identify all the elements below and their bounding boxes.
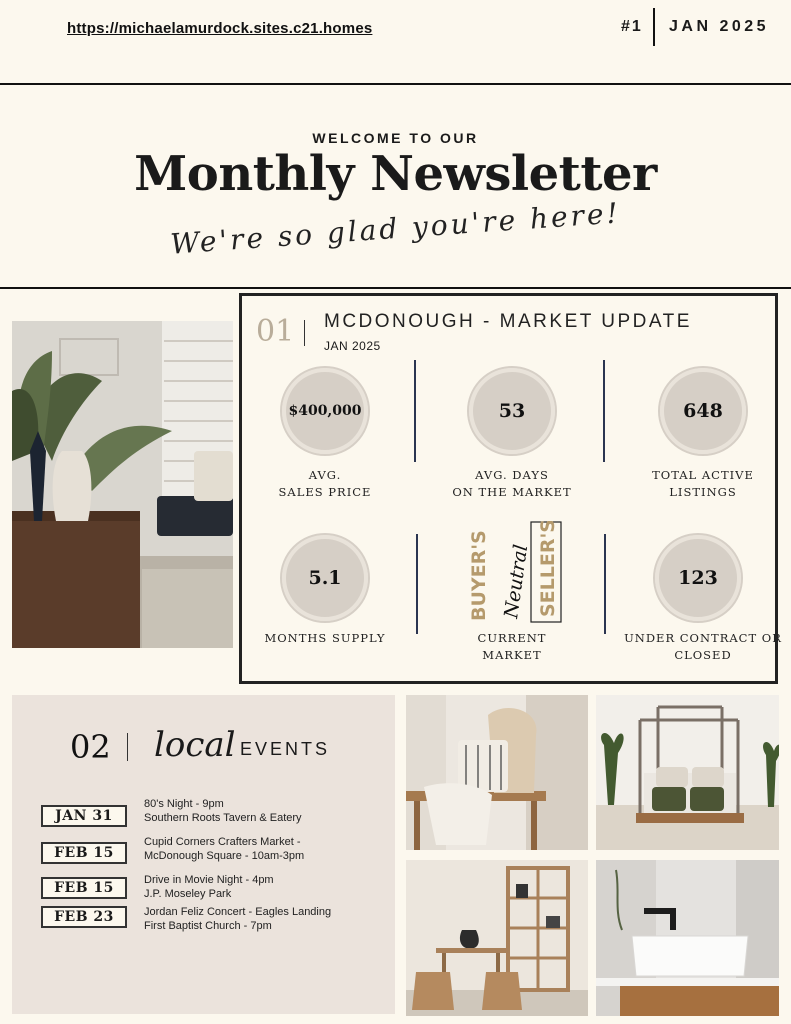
stat-divider <box>604 534 606 634</box>
events-section-number: 02 <box>70 728 111 766</box>
event-date-badge: JAN 31 <box>41 805 127 827</box>
event-date-badge: FEB 23 <box>41 906 127 928</box>
section-number: 01 <box>256 314 295 349</box>
buyers-market-text: BUYER'S <box>468 530 490 621</box>
stat-label-line: CURRENT <box>477 631 547 645</box>
stat-label-line: AVG. DAYS <box>475 468 549 482</box>
market-date: JAN 2025 <box>324 339 381 353</box>
months-supply-label <box>245 630 405 647</box>
stat-divider <box>603 360 605 462</box>
event-line: First Baptist Church - 7pm <box>144 920 272 932</box>
neutral-market-text: Neutral <box>500 543 533 620</box>
header-divider <box>653 8 655 46</box>
current-market-graphic <box>467 521 563 623</box>
stat-label-line: MONTHS SUPPLY <box>264 631 386 645</box>
market-section-title <box>324 311 692 333</box>
event-description <box>144 905 331 933</box>
dining-shelf-photo <box>406 860 588 1016</box>
hero-bottom-rule <box>0 287 791 289</box>
market-update-label: MARKET UPDATE <box>499 311 692 332</box>
avg-days-on-market-label <box>432 467 592 501</box>
event-line: Jordan Feliz Concert - Eagles Landing <box>144 906 332 918</box>
under-contract-value: 123 <box>655 535 741 621</box>
events-heading: EVENTS <box>240 739 331 759</box>
tagline-script: We're so glad you're here! <box>169 196 622 261</box>
stat-divider <box>416 534 418 634</box>
top-rule <box>0 83 791 85</box>
event-line: J.P. Moseley Park <box>144 888 232 900</box>
issue-number: #1 <box>621 18 643 35</box>
event-description <box>144 873 274 901</box>
stat-label-line: TOTAL ACTIVE <box>652 468 754 482</box>
avg-sales-price-value: $400,000 <box>282 368 368 454</box>
events-local-script: local <box>154 725 236 765</box>
avg-sales-price-label <box>245 467 405 501</box>
stat-label-line: SALES PRICE <box>278 485 372 499</box>
event-line: Cupid Corners Crafters Market - <box>144 836 301 848</box>
living-room-photo <box>12 321 233 648</box>
stat-divider <box>414 360 416 462</box>
months-supply-value: 5.1 <box>282 535 368 621</box>
issue-date: JAN 2025 <box>669 18 770 35</box>
event-date-badge: FEB 15 <box>41 877 127 899</box>
website-link[interactable]: https://michaelamurdock.sites.c21.homes <box>67 20 373 37</box>
event-date-badge: FEB 15 <box>41 842 127 864</box>
event-line: Southern Roots Tavern & Eatery <box>144 812 302 824</box>
stat-label-line: AVG. <box>308 468 342 482</box>
sellers-market-text: SELLER'S <box>537 521 559 617</box>
event-description <box>144 797 302 825</box>
stat-label-line: MARKET <box>482 648 542 662</box>
events-number-divider <box>127 733 128 761</box>
stat-label-line: CLOSED <box>674 648 732 662</box>
stat-label-line: ON THE MARKET <box>452 485 572 499</box>
bench-pillow-photo <box>406 695 588 850</box>
section-number-divider <box>304 320 305 346</box>
bathroom-sink-photo <box>596 860 779 1016</box>
bedroom-photo <box>596 695 779 850</box>
newsletter-title: Monthly Newsletter <box>134 146 657 202</box>
total-active-listings-label <box>620 467 786 501</box>
stat-label-line: LISTINGS <box>669 485 737 499</box>
event-line: 80's Night - 9pm <box>144 798 224 810</box>
market-city: MCDONOUGH - <box>324 311 492 332</box>
event-line: Drive in Movie Night - 4pm <box>144 874 274 886</box>
avg-days-on-market-value: 53 <box>469 368 555 454</box>
welcome-kicker: WELCOME TO OUR <box>312 130 479 146</box>
event-line: McDonough Square - 10am-3pm <box>144 850 305 862</box>
event-description <box>144 835 304 863</box>
current-market-label <box>432 630 592 664</box>
total-active-listings-value: 648 <box>660 368 746 454</box>
stat-label-line: UNDER CONTRACT OR <box>624 631 782 645</box>
under-contract-label <box>620 630 786 664</box>
